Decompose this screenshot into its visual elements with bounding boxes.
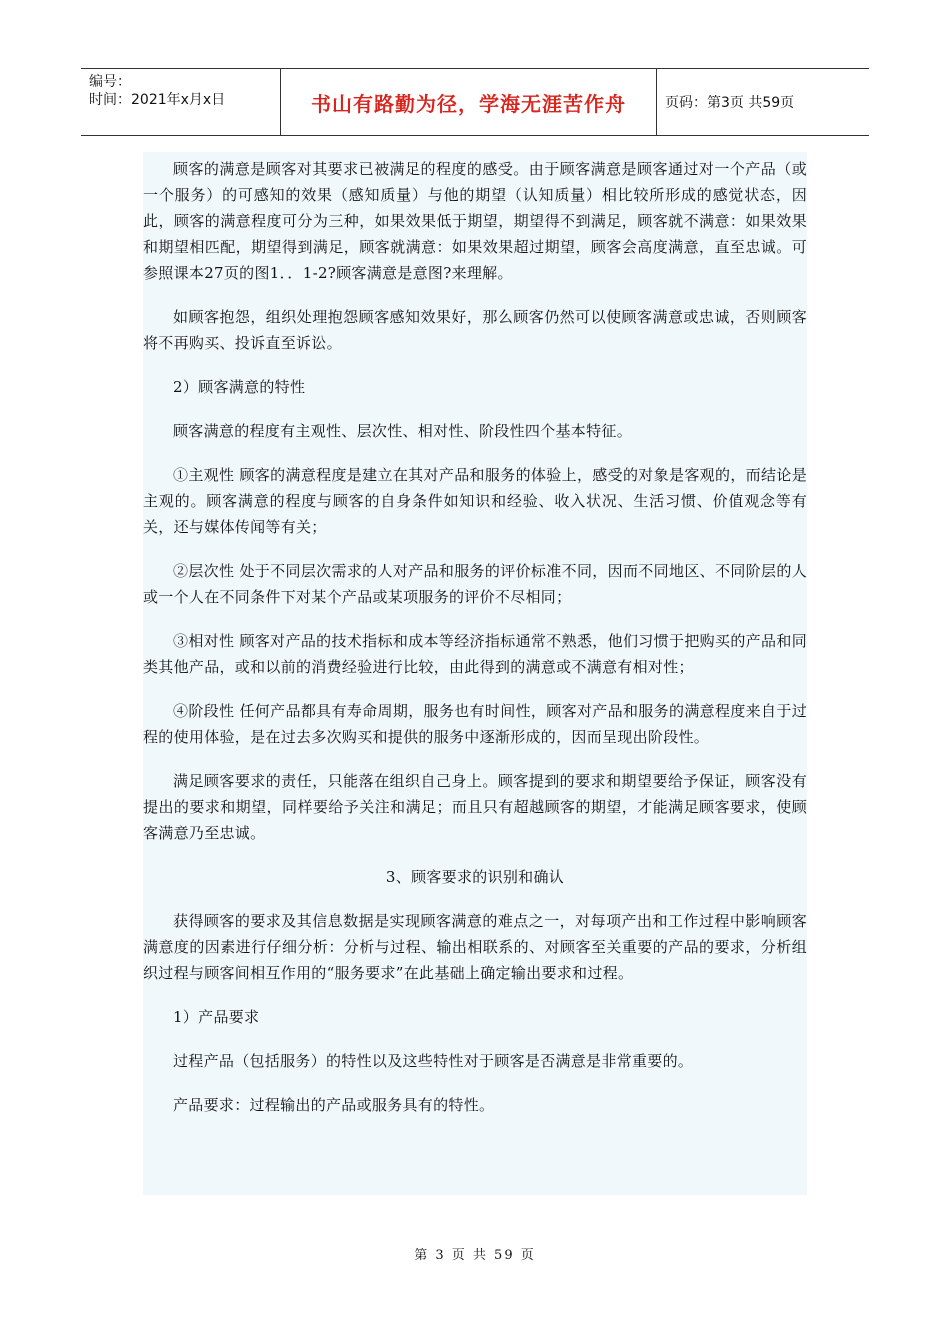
paragraph: 顾客的满意是顾客对其要求已被满足的程度的感受。由于顾客满意是顾客通过对一个产品（或一个服务）的可感知的效果（感知质量）与他的期望（认知质量）相比较所形成的感觉状态，因此，顾客的满意程度可分为三种，如果效果低于期望，期望得不到满足，顾客就不满意：如果效果和期望相匹配，期望得到满足，顾客就满意：如果效果超过期望，顾客会高度满意，直至忠诚。可参照课本27页的图1．．1-2?顾客满意是意图?来理解。 <box>143 160 807 282</box>
section-heading: 3、顾客要求的识别和确认 <box>385 868 565 886</box>
paragraph: ③相对性 顾客对产品的技术指标和成本等经济指标通常不熟悉，他们习惯于把购买的产品和同类其他产品，或和以前的消费经验进行比较，由此得到的满意或不满意有相对性； <box>143 632 807 676</box>
paragraph: ②层次性 处于不同层次需求的人对产品和服务的评价标准不同，因而不同地区、不同阶层的人或一个人在不同条件下对某个产品或某项服务的评价不尽相同； <box>143 562 807 606</box>
header-info <box>81 69 281 135</box>
paragraph: ④阶段性 任何产品都具有寿命周期，服务也有时间性，顾客对产品和服务的满意程度来自于过程的使用体验，是在过去多次购买和提供的服务中逐渐形成的，因而呈现出阶段性。 <box>143 702 807 746</box>
section-heading: 2）顾客满意的特性 <box>173 378 306 396</box>
document-body <box>143 152 807 1195</box>
header-motto: 书山有路勤为径，学海无涯苦作舟 <box>281 69 657 135</box>
code-label: 编号： <box>89 74 131 90</box>
paragraph: ①主观性 顾客的满意程度是建立在其对产品和服务的体验上，感受的对象是客观的，而结论是主观的。顾客满意的程度与顾客的自身条件如知识和经验、收入状况、生活习惯、价值观念等有关，还与媒体传闻等有关； <box>143 466 807 536</box>
section-heading: 1）产品要求 <box>173 1008 260 1026</box>
time-label: 时间：2021年x月x日 <box>89 92 226 108</box>
paragraph: 满足顾客要求的责任，只能落在组织自己身上。顾客提到的要求和期望要给予保证，顾客没有提出的要求和期望，同样要给予关注和满足；而且只有超越顾客的期望，才能满足顾客要求，使顾客满意乃至忠诚。 <box>143 772 807 842</box>
paragraph: 获得顾客的要求及其信息数据是实现顾客满意的难点之一，对每项产出和工作过程中影响顾客满意度的因素进行仔细分析：分析与过程、输出相联系的、对顾客至关重要的产品的要求，分析组织过程与顾客间相互作用的“服务要求”在此基础上确定输出要求和过程。 <box>143 912 807 982</box>
page-footer: 第 3 页 共 59 页 <box>414 1248 536 1263</box>
page-header <box>81 68 869 136</box>
paragraph: 过程产品（包括服务）的特性以及这些特性对于顾客是否满意是非常重要的。 <box>173 1052 694 1070</box>
paragraph: 如顾客抱怨，组织处理抱怨顾客感知效果好，那么顾客仍然可以使顾客满意或忠诚，否则顾客将不再购买、投诉直至诉讼。 <box>143 308 807 352</box>
header-page-label: 页码：第3页 共59页 <box>665 95 795 111</box>
paragraph: 顾客满意的程度有主观性、层次性、相对性、阶段性四个基本特征。 <box>173 422 633 440</box>
paragraph: 产品要求：过程输出的产品或服务具有的特性。 <box>173 1096 495 1114</box>
